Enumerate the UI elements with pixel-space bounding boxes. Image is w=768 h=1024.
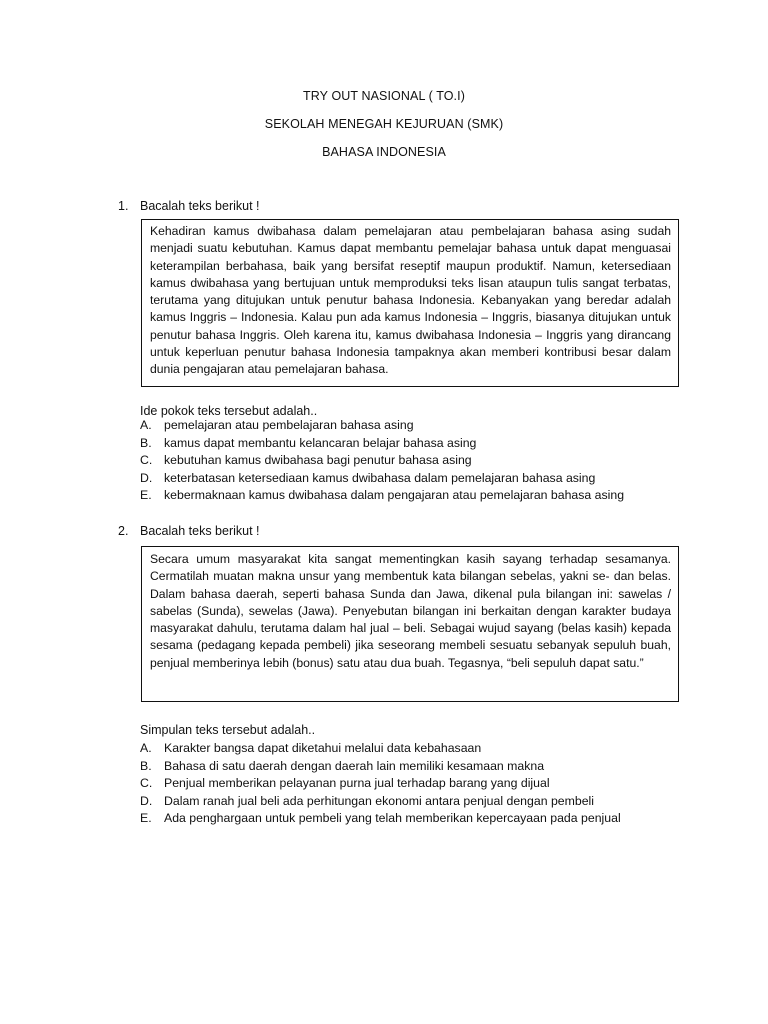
school-level-title: SEKOLAH MENEGAH KEJURUAN (SMK) xyxy=(264,117,504,131)
question-1-option-a[interactable]: A. pemelajaran atau pembelajaran bahasa asing xyxy=(140,418,414,432)
question-2-passage: Secara umum masyarakat kita sangat mementingkan kasih sayang terhadap sesamanya. Cermatilah muatan makna unsur yang membentuk kata bilangan sebelas, yakni se- dan belas. Dalam bahasa daerah, seperti bahasa Sunda dan Jawa, dikenal pula bilangan ini: sawelas / sabelas (Sunda), sewelas (Jawa). Penyebutan bilangan ini berkaitan dengan karakter budaya masyarakat dahulu, terutama dalam hal jual – beli. Sebagai wujud sayang (belas kasih) kepada sesama (pedagang kepada pembeli) jika seseorang membeli sesuatu sebanyak sepuluh buah, penjual memberinya lebih (bonus) satu atau dua buah. Tegasnya, “beli sepuluh dapat satu.” xyxy=(141,546,679,702)
question-2-number: 2. xyxy=(118,524,129,538)
question-2-option-a[interactable]: A. Karakter bangsa dapat diketahui melalui data kebahasaan xyxy=(140,741,482,755)
question-2-prompt: Simpulan teks tersebut adalah.. xyxy=(140,723,316,737)
question-2-heading xyxy=(118,524,260,538)
question-2-option-c[interactable]: C. Penjual memberikan pelayanan purna jual terhadap barang yang dijual xyxy=(140,776,550,790)
question-2-instruction: Bacalah teks berikut ! xyxy=(140,524,260,538)
question-2-option-e[interactable]: E. Ada penghargaan untuk pembeli yang telah memberikan kepercayaan pada penjual xyxy=(140,811,621,825)
question-1-passage: Kehadiran kamus dwibahasa dalam pemelajaran atau pembelajaran bahasa asing sudah menjadi suatu kebutuhan. Kamus dapat membantu pemelajar bahasa untuk dapat menguasai keterampilan berbahasa, baik yang bersifat reseptif maupun produktif. Namun, ketersediaan kamus dwibahasa yang bertujuan untuk memproduksi teks lisan ataupun tulis sangat terbatas, terutama yang ditujukan untuk penutur bahasa Indonesia. Kebanyakan yang beredar adalah kamus Inggris – Indonesia. Kalau pun ada kamus Indonesia – Inggris, biasanya ditujukan untuk penutur bahasa Inggris. Oleh karena itu, kamus dwibahasa Indonesia – Inggris yang dirancang untuk keperluan penutur bahasa Indonesia tampaknya akan memberi kontribusi besar dalam dunia pengajaran atau pemelajaran bahasa. xyxy=(141,219,679,387)
question-1-option-c[interactable]: C. kebutuhan kamus dwibahasa bagi penutur bahasa asing xyxy=(140,453,472,467)
question-1-prompt: Ide pokok teks tersebut adalah.. xyxy=(140,404,318,418)
question-1-options xyxy=(140,417,624,505)
question-2-option-b[interactable]: B. Bahasa di satu daerah dengan daerah lain memiliki kesamaan makna xyxy=(140,758,545,773)
question-2-options xyxy=(140,740,621,828)
question-1-option-e[interactable]: E. kebermaknaan kamus dwibahasa dalam pengajaran atau pemelajaran bahasa asing xyxy=(140,488,625,502)
question-2-option-d[interactable]: D. Dalam ranah jual beli ada perhitungan ekonomi antara penjual dengan pembeli xyxy=(140,793,595,808)
question-1-heading xyxy=(118,199,260,213)
question-1-option-b[interactable]: B. kamus dapat membantu kelancaran belajar bahasa asing xyxy=(140,435,477,450)
subject-title: BAHASA INDONESIA xyxy=(322,145,446,159)
question-1-instruction: Bacalah teks berikut ! xyxy=(140,199,260,213)
exam-title: TRY OUT NASIONAL ( TO.I) xyxy=(303,89,465,103)
question-1-number: 1. xyxy=(118,199,129,213)
question-1-option-d[interactable]: D. keterbatasan ketersediaan kamus dwibahasa dalam pemelajaran bahasa asing xyxy=(140,470,596,485)
